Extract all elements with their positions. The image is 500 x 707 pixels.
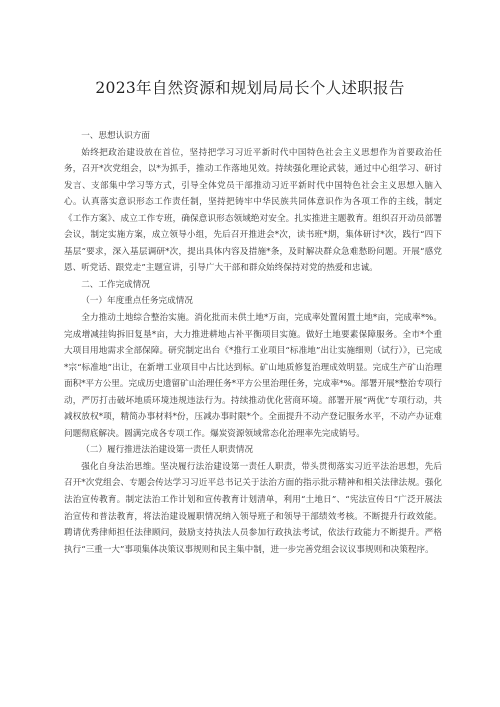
paragraph-key-tasks: 全力推动土地综合整治实施。消化批而未供土地*万亩，完成率处置闲置土地*亩，完成率*%。完成增减挂钩拆旧复垦*亩，大力推进耕地占补平衡项目实施。做好土地要素保障服务。全市*个重大项目用地需求全部保障。研究制定出台《*推行工业项目“标准地”出让实施细则（试行）》，已完成*宗“标准地”出让，在新增工业项目中占比达到标。矿山地质修复治理成效明显。完成生产矿山治理面积*平方公里。完成历史遗留矿山治理任务*平方公里治理任务，完成率*%。部署开展*整治专项行动，严厉打击破坏地质环境违规违法行为。持续推动优化营商环境。部署开展“两优”专项行动，共减权放权*项，精简办事材料*份，压减办事时限*个。全面提升不动产登记服务水平，不动产办证难问题彻底解决。圆满完成各专项工作。爆炭资源领域常态化治理率先完成销号。 [64,313,442,439]
document-body [64,128,442,558]
paragraph-rule-of-law: 强化自身法治思维。坚决履行法治建设第一责任人职责，带头贯彻落实习近平法治思想，先后召开*次党组会、专题会传达学习习近平总书记关于法治方面的指示批示精神和相关法律法规。强化法治宣传教育。制定法治工作计划和宣传教育计划清单，利用“土地日”、“宪法宣传日”广泛开展法治宣传和普法教育，将法治建设履职情况纳入领导班子和领导干部绩效考核。不断提升行政效能。聘请优秀律师担任法律顾问，鼓励支持执法人员参加行政执法考试，依法行政能力不断提升。严格执行“三重一大”事项集体决策议事规则和民主集中制，进一步完善党组会议议事规则和决策程序。 [64,461,442,555]
paragraph-ideology: 始终把政治建设放在首位，坚持把学习习近平新时代中国特色社会主义思想作为首要政治任务，召开*次党组会，以*为抓手，推动工作落地见效。持续强化理论武装，通过中心组学习、研讨发言、支部集中学习等方式，引导全体党员干部推动习近平新时代中国特色社会主义思想入脑入心。认真落实意识形态工作责任制，坚持把铸牢中华民族共同体意识作为各项工作的主线，制定《工作方案》、成立工作专班，确保意识形态领域绝对安全。扎实推进主题教育。组织召开动员部署会议，制定实施方案，成立领导小组，先后召开推进会*次，读书班*期，集体研讨*次，践行“四下基层”要求，深入基层调研*次，提出具体内容及措施*条，及时解决群众急难愁盼问题。开展“感党恩、听党话、跟党走”主题宣讲，引导广大干部和群众始终保持对党的热爱和忠诚。 [64,147,442,274]
page-title: 2023年自然资源和规划局局长个人述职报告 [95,79,405,97]
subsection-heading-rule-of-law: （二）履行推进法治建设第一责任人职责情况 [81,445,254,456]
section-heading-ideology: 一、思想认识方面 [81,131,150,141]
section-heading-work: 二、工作完成情况 [81,279,150,290]
subsection-heading-key-tasks: （一）年度重点任务完成情况 [81,296,193,307]
